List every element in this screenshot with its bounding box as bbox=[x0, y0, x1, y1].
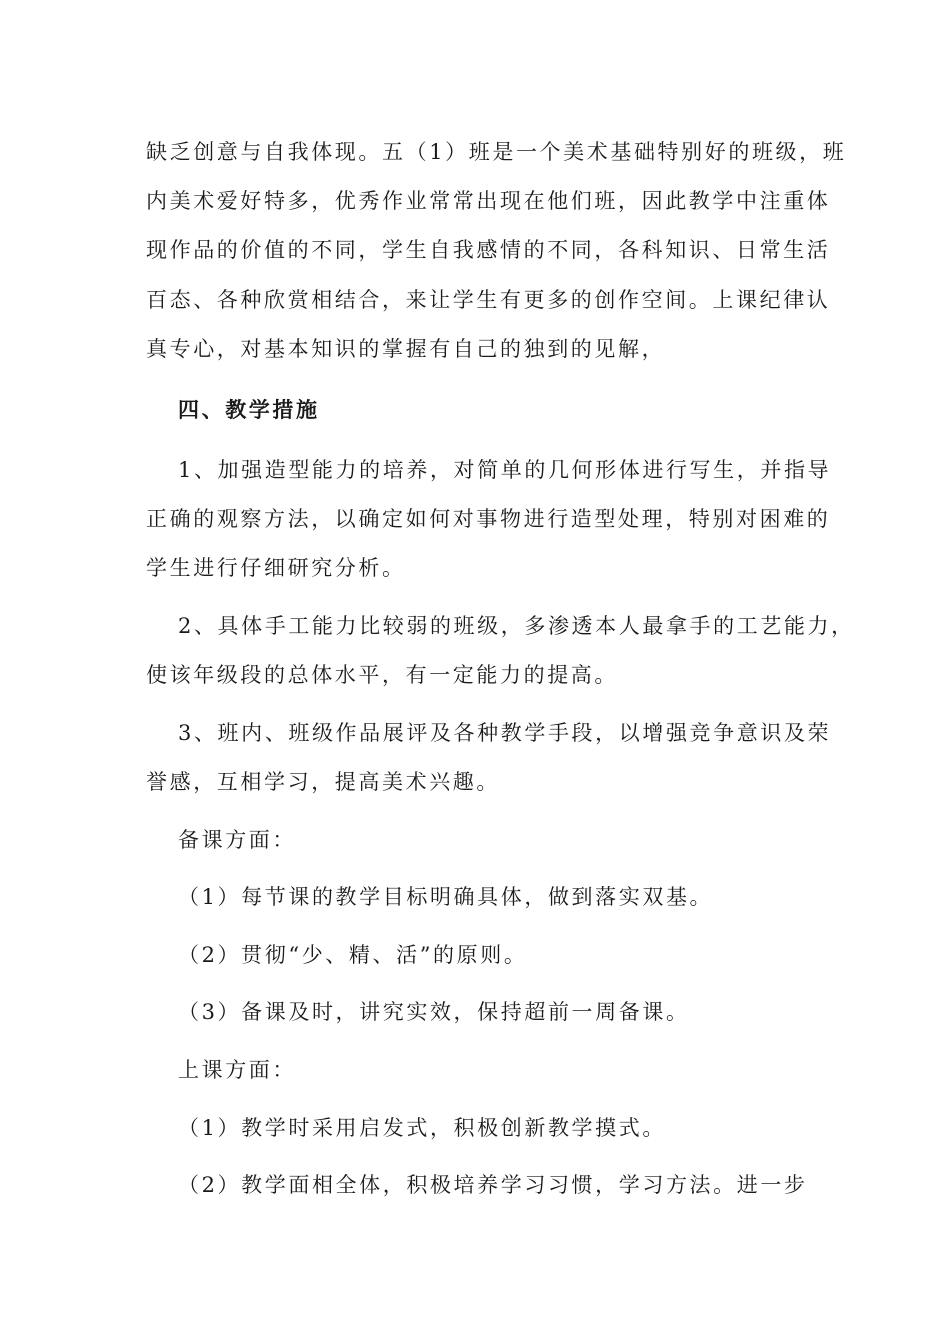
paragraph-line: 百态、各种欣赏相结合，来让学生有更多的创作空间。上课纪律认 bbox=[146, 288, 831, 312]
paragraph-line: 誉感，互相学习，提高美术兴趣。 bbox=[146, 770, 500, 794]
section-heading: 四、教学措施 bbox=[178, 397, 320, 422]
paragraph-line: 学生进行仔细研究分析。 bbox=[146, 556, 406, 580]
list-item: （1）教学时采用启发式，积极创新教学摸式。 bbox=[178, 1116, 666, 1140]
paragraph-line: 3、班内、班级作品展评及各种教学手段，以增强竞争意识及荣 bbox=[178, 721, 832, 745]
paragraph-line: 真专心，对基本知识的掌握有自己的独到的见解， bbox=[146, 337, 666, 361]
subheading: 上课方面： bbox=[178, 1058, 296, 1082]
paragraph-line: 缺乏创意与自我体现。五（1）班是一个美术基础特别好的班级，班 bbox=[146, 140, 847, 164]
list-item: （2）教学面相全体，积极培养学习习惯，学习方法。进一步 bbox=[178, 1173, 808, 1197]
paragraph-line: 1、加强造型能力的培养，对简单的几何形体进行写生，并指导 bbox=[178, 458, 832, 482]
paragraph-line: 内美术爱好特多，优秀作业常常出现在他们班，因此教学中注重体 bbox=[146, 189, 831, 213]
subheading: 备课方面： bbox=[178, 828, 296, 852]
paragraph-line: 正确的观察方法，以确定如何对事物进行造型处理，特别对困难的 bbox=[146, 507, 831, 531]
list-item: （1）每节课的教学目标明确具体，做到落实双基。 bbox=[178, 885, 714, 909]
paragraph-line: 现作品的价值的不同，学生自我感情的不同，各科知识、日常生活 bbox=[146, 238, 831, 262]
paragraph-line: 使该年级段的总体水平，有一定能力的提高。 bbox=[146, 663, 618, 687]
list-item: （2）贯彻“少、精、活”的原则。 bbox=[178, 943, 528, 967]
paragraph-line: 2、具体手工能力比较弱的班级，多渗透本人最拿手的工艺能力， bbox=[178, 614, 855, 638]
list-item: （3）备课及时，讲究实效，保持超前一周备课。 bbox=[178, 1000, 690, 1024]
